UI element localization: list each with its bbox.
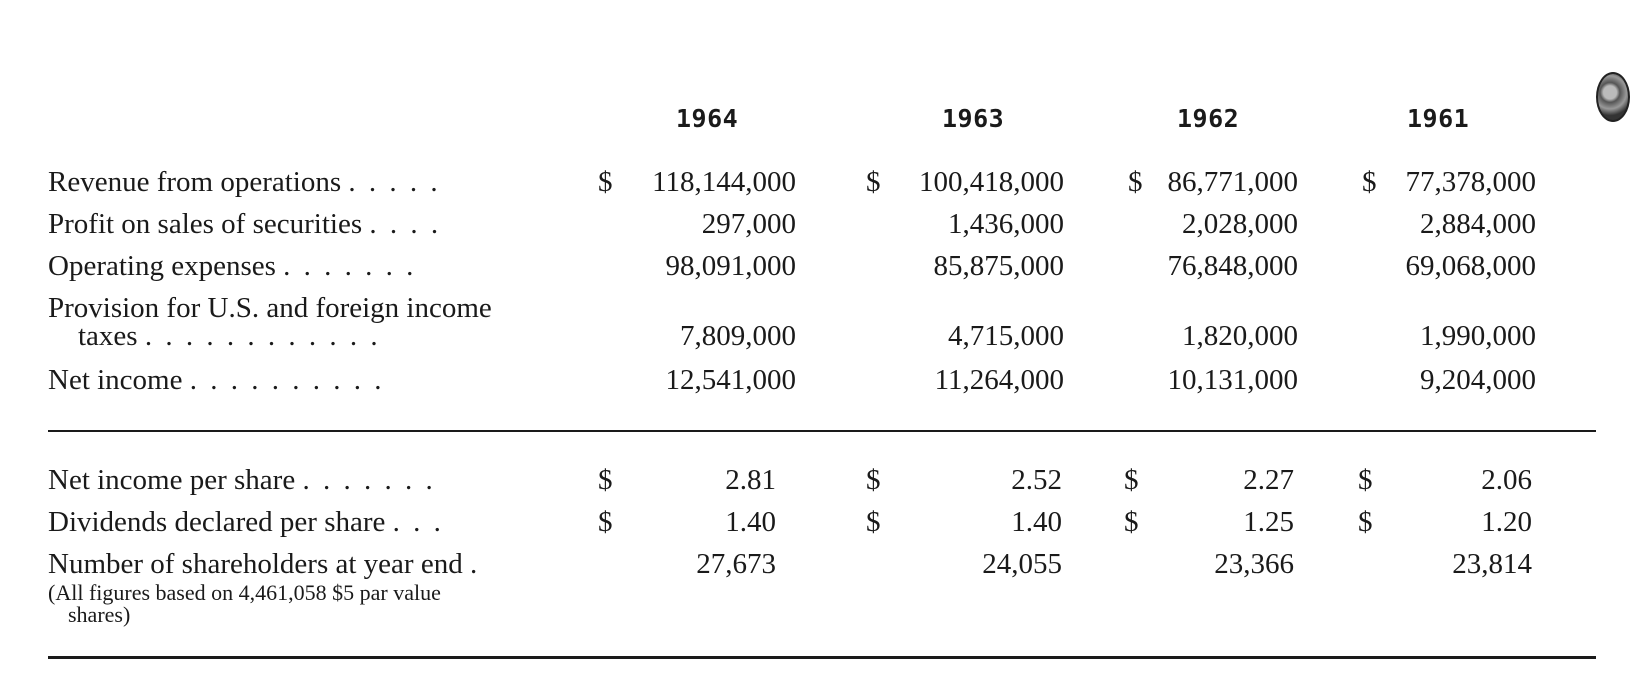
value-net-income-1963: 11,264,000	[934, 364, 1064, 396]
dollar-sign: $	[1358, 464, 1373, 496]
dollar-sign: $	[866, 506, 881, 538]
bottom-rule	[48, 656, 1596, 659]
label-text: Net income per share	[48, 464, 296, 496]
leader-dots: .	[469, 548, 481, 580]
leader-dots: . . .	[392, 506, 444, 538]
label-text: Net income	[48, 364, 183, 396]
value-taxes-1961: 1,990,000	[1420, 320, 1536, 352]
value-eps-1962: 2.27	[1243, 464, 1294, 496]
footnote-line1: (All figures based on 4,461,058 $5 par value	[48, 580, 441, 605]
value-opex-1962: 76,848,000	[1167, 250, 1298, 282]
label-text: Provision for U.S. and foreign income	[48, 292, 492, 324]
value-net-income-1964: 12,541,000	[665, 364, 796, 396]
row-label-dividends-per-share	[48, 508, 444, 537]
dollar-sign: $	[866, 166, 881, 198]
leader-dots: . . . . . . .	[302, 464, 436, 496]
leader-dots: . . . .	[369, 208, 442, 240]
dollar-sign: $	[598, 166, 613, 198]
value-taxes-1964: 7,809,000	[680, 320, 796, 352]
leader-dots: . . . . . . . . . .	[189, 364, 385, 396]
label-text: taxes	[78, 320, 138, 352]
value-taxes-1963: 4,715,000	[948, 320, 1064, 352]
value-opex-1963: 85,875,000	[933, 250, 1064, 282]
value-profit-1963: 1,436,000	[948, 208, 1064, 240]
row-label-provision-taxes	[48, 294, 492, 323]
value-shareholders-1964: 27,673	[696, 548, 776, 580]
value-revenue-1961: 77,378,000	[1405, 166, 1536, 198]
value-taxes-1962: 1,820,000	[1182, 320, 1298, 352]
value-eps-1961: 2.06	[1481, 464, 1532, 496]
row-label-shareholders	[48, 550, 480, 579]
label-text: Number of shareholders at year end	[48, 548, 463, 580]
dollar-sign: $	[1124, 506, 1139, 538]
value-shareholders-1961: 23,814	[1452, 548, 1532, 580]
row-label-provision-taxes-line2	[78, 322, 381, 351]
dollar-sign: $	[598, 506, 613, 538]
dollar-sign: $	[598, 464, 613, 496]
divider-rule	[48, 430, 1596, 432]
label-text: Dividends declared per share	[48, 506, 386, 538]
value-dividends-1964: 1.40	[725, 506, 776, 538]
value-revenue-1963: 100,418,000	[919, 166, 1064, 198]
row-label-profit-on-sales	[48, 210, 441, 239]
value-dividends-1962: 1.25	[1243, 506, 1294, 538]
value-shareholders-1962: 23,366	[1214, 548, 1294, 580]
value-profit-1964: 297,000	[701, 208, 796, 240]
row-label-operating-expenses	[48, 252, 416, 281]
value-net-income-1962: 10,131,000	[1167, 364, 1298, 396]
value-eps-1964: 2.81	[725, 464, 776, 496]
dollar-sign: $	[866, 464, 881, 496]
value-dividends-1961: 1.20	[1481, 506, 1532, 538]
label-text: Operating expenses	[48, 250, 276, 282]
value-profit-1962: 2,028,000	[1182, 208, 1298, 240]
value-net-income-1961: 9,204,000	[1420, 364, 1536, 396]
value-revenue-1964: 118,144,000	[652, 166, 796, 198]
label-text: Profit on sales of securities	[48, 208, 363, 240]
dollar-sign: $	[1124, 464, 1139, 496]
row-label-revenue	[48, 168, 441, 197]
value-eps-1963: 2.52	[1011, 464, 1062, 496]
value-profit-1961: 2,884,000	[1420, 208, 1536, 240]
leader-dots: . . . . . . . . . . . .	[144, 320, 381, 352]
dollar-sign: $	[1358, 506, 1373, 538]
dollar-sign: $	[1362, 166, 1377, 198]
value-revenue-1962: 86,771,000	[1167, 166, 1298, 198]
year-header-1964: 1964	[676, 104, 739, 133]
value-shareholders-1963: 24,055	[982, 548, 1062, 580]
year-header-1963: 1963	[942, 104, 1005, 133]
value-opex-1964: 98,091,000	[665, 250, 796, 282]
row-label-net-income	[48, 366, 384, 395]
leader-dots: . . . . . . .	[283, 250, 417, 282]
value-dividends-1963: 1.40	[1011, 506, 1062, 538]
footnote-line2: shares)	[68, 602, 131, 627]
row-label-net-income-per-share	[48, 466, 436, 495]
value-opex-1961: 69,068,000	[1405, 250, 1536, 282]
dollar-sign: $	[1128, 166, 1143, 198]
stamp-seal-icon	[1596, 72, 1630, 122]
year-header-1961: 1961	[1407, 104, 1470, 133]
label-text: Revenue from operations	[48, 166, 342, 198]
leader-dots: . . . . .	[348, 166, 441, 198]
year-header-1962: 1962	[1177, 104, 1240, 133]
